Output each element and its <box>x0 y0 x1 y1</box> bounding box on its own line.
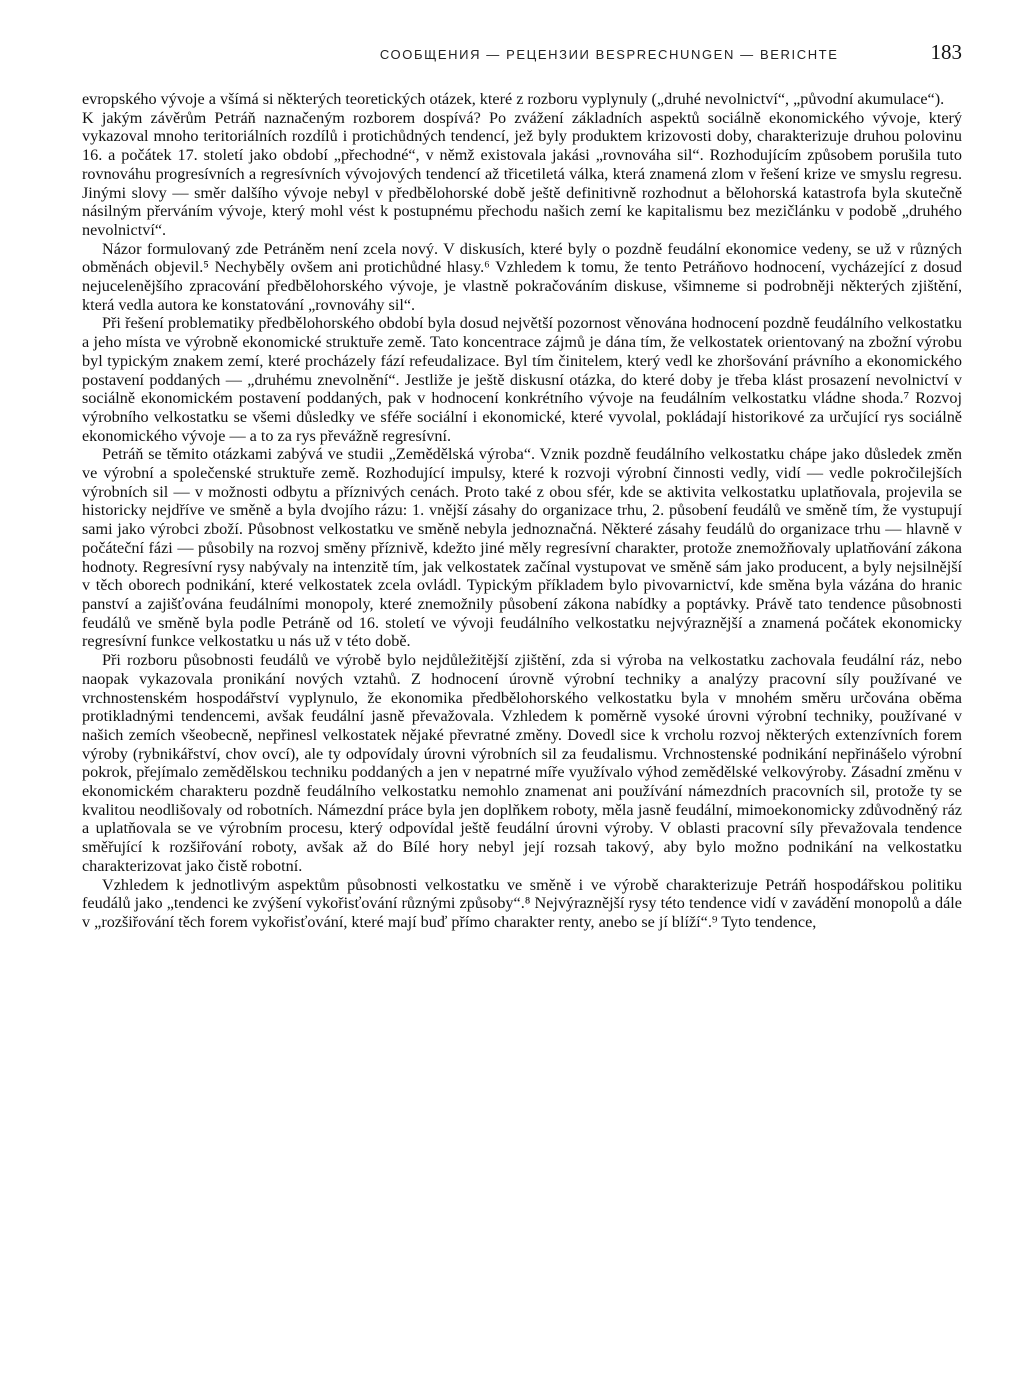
paragraph-3: Názor formulovaný zde Petráněm není zcela nový. V diskusích, které byly o pozdně feudální ekonomice vedeny, se už v různých obměnách objevil.⁵ Nechyběly ovšem ani protichůdné hlasy.⁶ Vzhledem k tomu, že tento Petráňovo hodnocení, vycházející z dosud nejucelenějšího zpracování předbělohorského vývoje, je vlastně pokračováním diskuse, všimneme si podrobněji některých zjištění, která vedla autora ke konstatování „rovnováhy sil“. <box>82 239 962 314</box>
running-title: СООБЩЕНИЯ — РЕЦЕНЗИИ BESPRECHUNGEN — BERICHTE <box>379 47 839 62</box>
paragraph-1: evropského vývoje a všímá si některých teoretických otázek, které z rozboru vyplynuly („druhé nevolnictví“, „původní akumulace“). <box>82 90 945 108</box>
paragraph-4: Při řešení problematiky předbělohorského období byla dosud největší pozornost věnována hodnocení pozdně feudálního velkostatku a jeho místa ve výrobně ekonomické struktuře země. Tato koncentrace zájmů je dána tím, že velkostatek orientovaný na zbožní výrobu byl typickým znakem zemí, které procházely fází refeudalizace. Byl tím činitelem, který vedl ke zhoršování právního a ekonomického postavení poddaných — „druhému znevolnění“. Jestliže je ještě diskusní otázka, do které doby je třeba klást prosazení nevolnictví v sociálně ekonomickém postavení poddaných, pak v hodnocení konkrétního vývoje na feudálním velkostatku vládne shoda.⁷ Rozvoj výrobního velkostatku se všemi důsledky ve sféře sociální i ekonomické, které vyvolal, pokládají historikové za určující rys sociálně ekonomického vývoje — a to za rys převážně regresívní. <box>82 314 962 445</box>
paragraph-5: Petráň se těmito otázkami zabývá ve studii „Zemědělská výroba“. Vznik pozdně feudálního velkostatku chápe jako důsledek změn ve výrobní a společenské struktuře země. Rozhodující impulsy, které k rozvoji výrobní činnosti vedly, vidí — vedle pokročilejších výrobních sil — v možnosti odbytu a příznivých cenách. Proto také z obou sfér, kde se aktivita velkostatku uplatňovala, projevila se historicky nejdříve ve směně a byla dvojího rázu: 1. vnější zásahy do organizace trhu, 2. působení feudálů ve směně tím, že vystupují sami jako výrobci zboží. Působnost velkostatku ve směně nebyla jednoznačná. Některé zásahy feudálů do organizace trhu — hlavně v počáteční fázi — působily na rozvoj směny příznivě, kdežto jiné měly regresívní charakter, protože znemožňovaly uplatňování zákona hodnoty. Regresívní rysy nabývaly na intenzitě tím, jak velkostatek začínal vystupovat ve směně sám jako producent, a byly nejsilnější v těch oborech podnikání, které velkostatek zcela ovládl. Typickým příkladem bylo pivovarnictví, kde směna byla vázána do hranic panství a zajišťována feudálními monopoly, které znemožnily působení zákona nabídky a poptávky. Právě tato tendence působnosti feudálů ve směně byla podle Petráně od 16. století ve vývoji feudálního velkostatku nejvýraznější a znamená počátek ekonomicky regresívní funkce velkostatku u nás už v této době. <box>82 445 962 651</box>
article-body <box>82 90 962 932</box>
document-page <box>82 40 962 932</box>
paragraph-6: Při rozboru působnosti feudálů ve výrobě bylo nejdůležitější zjištění, zda si výroba na velkostatku zachovala feudální ráz, nebo naopak vykazovala pronikání nových vztahů. Z hodnocení úrovně výrobní techniky a analýzy pracovní síly používané ve vrchnostenském hospodářství vyplynulo, že ekonomika předbělohorského velkostatku byla v mnohém směru určována oběma protikladnými tendencemi, avšak feudální jasně převažovala. Vzhledem k poměrně vysoké úrovni výrobní techniky, používané v našich zemích všeobecně, nepřinesl velkostatek nějaké převratné změny. Dovedl sice k vrcholu rozvoj některých extenzívních forem výroby (rybnikářství, chov ovcí), ale ty odpovídaly úrovni výrobních sil za feudalismu. Vrchnostenské podnikání nepřinášelo výrobní pokrok, přejímalo zemědělskou techniku poddaných a jen v nepatrné míře využívalo výhod zemědělské velkovýroby. Zásadní změnu v ekonomickém charakteru pozdně feudálního velkostatku nemohlo znamenat ani používání námezdních pracovních sil, protože ty se kvalitou neodlišovaly od robotních. Námezdní práce byla jen doplňkem roboty, měla jasně feudální, mimoekonomicky zdůvodněný ráz a uplatňovala se ve výrobním procesu, který odpovídal ještě feudální úrovni výroby. V oblasti pracovní síly převažovala tendence směřující k rozšiřování roboty, avšak až do Bílé hory nebyl její rozsah takový, aby bylo možno podnikání na velkostatku charakterizovat jako čistě robotní. <box>82 651 962 875</box>
paragraph-2: K jakým závěrům Petráň naznačeným rozborem dospívá? Po zvážení základních aspektů sociálně ekonomického vývoje, který vykazoval mnoho teritoriálních rozdílů i protichůdných tendencí, jež byly produktem krizovosti doby, charakterizuje druhou polovinu 16. a počátek 17. století jako období „přechodné“, v němž existovala jakási „rovnováha sil“. Rozhodujícím způsobem porušila tuto rovnováhu progresívních a regresívních vývojových tendencí až třicetiletá válka, která znamená zlom v řešení krize ve smyslu regresu. Jinými slovy — směr dalšího vývoje nebyl v předbělohorské době ještě definitivně rozhodnut a bělohorská katastrofa byla skutečně násilným přerváním vývoje, který mohl vést k postupnému přechodu našich zemí ke kapitalismu bez mezičlánku v podobě „druhého nevolnictví“. <box>82 108 962 239</box>
page-number: 183 <box>930 40 962 64</box>
paragraph-7: Vzhledem k jednotlivým aspektům působnosti velkostatku ve směně i ve výrobě charakterizuje Petráň hospodářskou politiku feudálů jako „tendenci ke zvýšení vykořisťování různými způsoby“.⁸ Nejvýraznější rysy této tendence vidí v zavádění monopolů a dále v „rozšiřování těch forem vykořisťování, které mají buď přímo charakter renty, anebo se jí blíží“.⁹ Tyto tendence, <box>82 875 962 931</box>
running-header <box>82 40 962 68</box>
